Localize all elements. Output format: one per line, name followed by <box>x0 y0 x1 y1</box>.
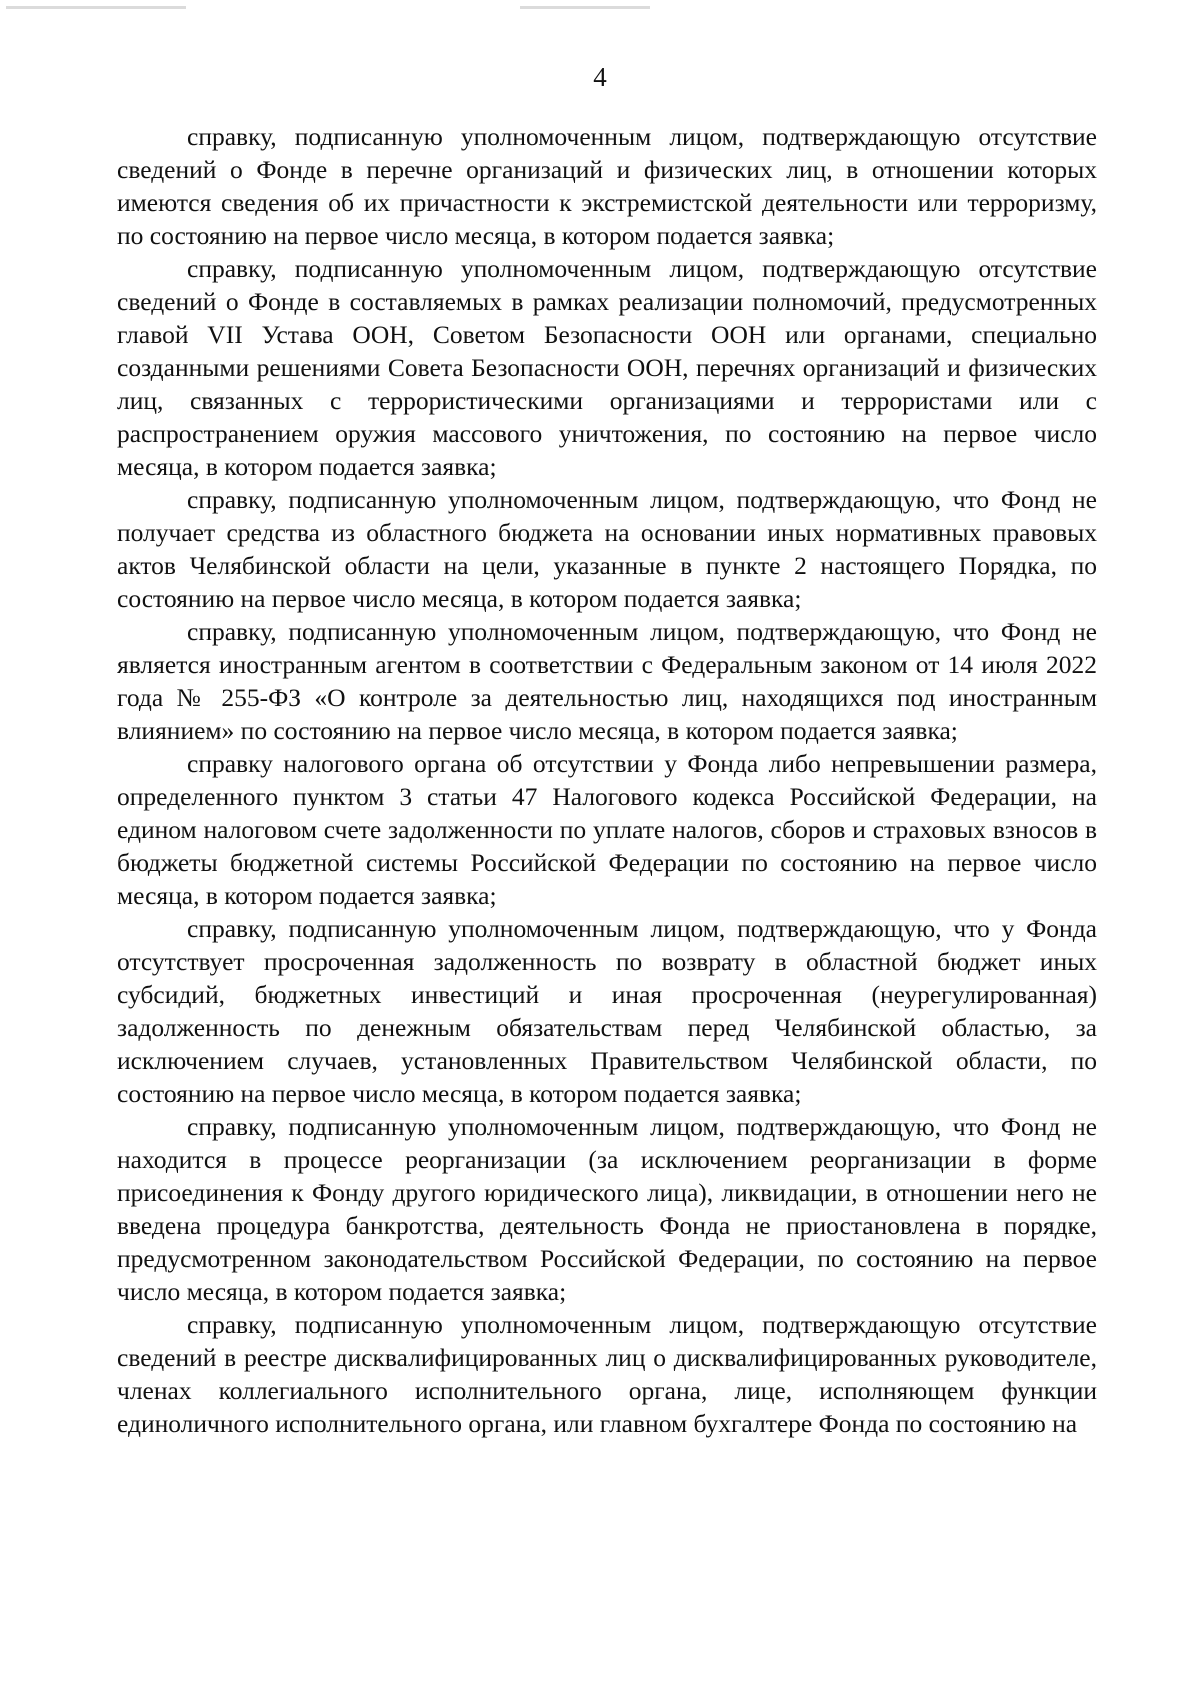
paragraph-7: справку, подписанную уполномоченным лицом, подтверждающую, что Фонд не находится в процессе реорганизации (за исключением реорганизации в форме присоединения к Фонду другого юридического лица), ликвидации, в отношении него не введена процедура банкротства, деятельность Фонда не приостановлена в порядке, предусмотренном законодательством Российской Федерации, по состоянию на первое число месяца, в котором подается заявка; <box>117 1112 1097 1306</box>
paragraph-6: справку, подписанную уполномоченным лицом, подтверждающую, что у Фонда отсутствует просроченная задолженность по возврату в областной бюджет иных субсидий, бюджетных инвестиций и иная просроченная (неурегулированная) задолженность по денежным обязательствам перед Челябинской областью, за исключением случаев, установленных Правительством Челябинской области, по состоянию на первое число месяца, в котором подается заявка; <box>117 914 1097 1108</box>
paragraph-3: справку, подписанную уполномоченным лицом, подтверждающую, что Фонд не получает средства из областного бюджета на основании иных нормативных правовых актов Челябинской области на цели, указанные в пункте 2 настоящего Порядка, по состоянию на первое число месяца, в котором подается заявка; <box>117 485 1097 613</box>
paragraph-2: справку, подписанную уполномоченным лицом, подтверждающую отсутствие сведений о Фонде в составляемых в рамках реализации полномочий, предусмотренных главой VII Устава ООН, Советом Безопасности ООН или органами, специально созданными решениями Совета Безопасности ООН, перечнях организаций и физических лиц, связанных с террористическими организациями и террористами или с распространением оружия массового уничтожения, по состоянию на первое число месяца, в котором подается заявка; <box>117 254 1097 481</box>
page-number: 4 <box>593 62 607 92</box>
paragraph-8: справку, подписанную уполномоченным лицом, подтверждающую отсутствие сведений в реестре дисквалифицированных лиц о дисквалифицированных руководителе, членах коллегиального исполнительного органа, лице, исполняющем функции единоличного исполнительного органа, или главном бухгалтере Фонда по состоянию на <box>117 1310 1097 1438</box>
scan-artifact <box>6 6 186 9</box>
paragraph-4: справку, подписанную уполномоченным лицом, подтверждающую, что Фонд не является иностранным агентом в соответствии с Федеральным законом от 14 июля 2022 года № 255-ФЗ «О контроле за деятельностью лиц, находящихся под иностранным влиянием» по состоянию на первое число месяца, в котором подается заявка; <box>117 617 1097 745</box>
paragraph-1: справку, подписанную уполномоченным лицом, подтверждающую отсутствие сведений о Фонде в перечне организаций и физических лиц, в отношении которых имеются сведения об их причастности к экстремистской деятельности или терроризму, по состоянию на первое число месяца, в котором подается заявка; <box>117 122 1097 250</box>
document-body <box>117 120 1097 1440</box>
paragraph-5: справку налогового органа об отсутствии у Фонда либо непревышении размера, определенного пунктом 3 статьи 47 Налогового кодекса Российской Федерации, на едином налоговом счете задолженности по уплате налогов, сборов и страховых взносов в бюджеты бюджетной системы Российской Федерации по состоянию на первое число месяца, в котором подается заявка; <box>117 749 1097 910</box>
scan-artifact <box>520 6 650 9</box>
